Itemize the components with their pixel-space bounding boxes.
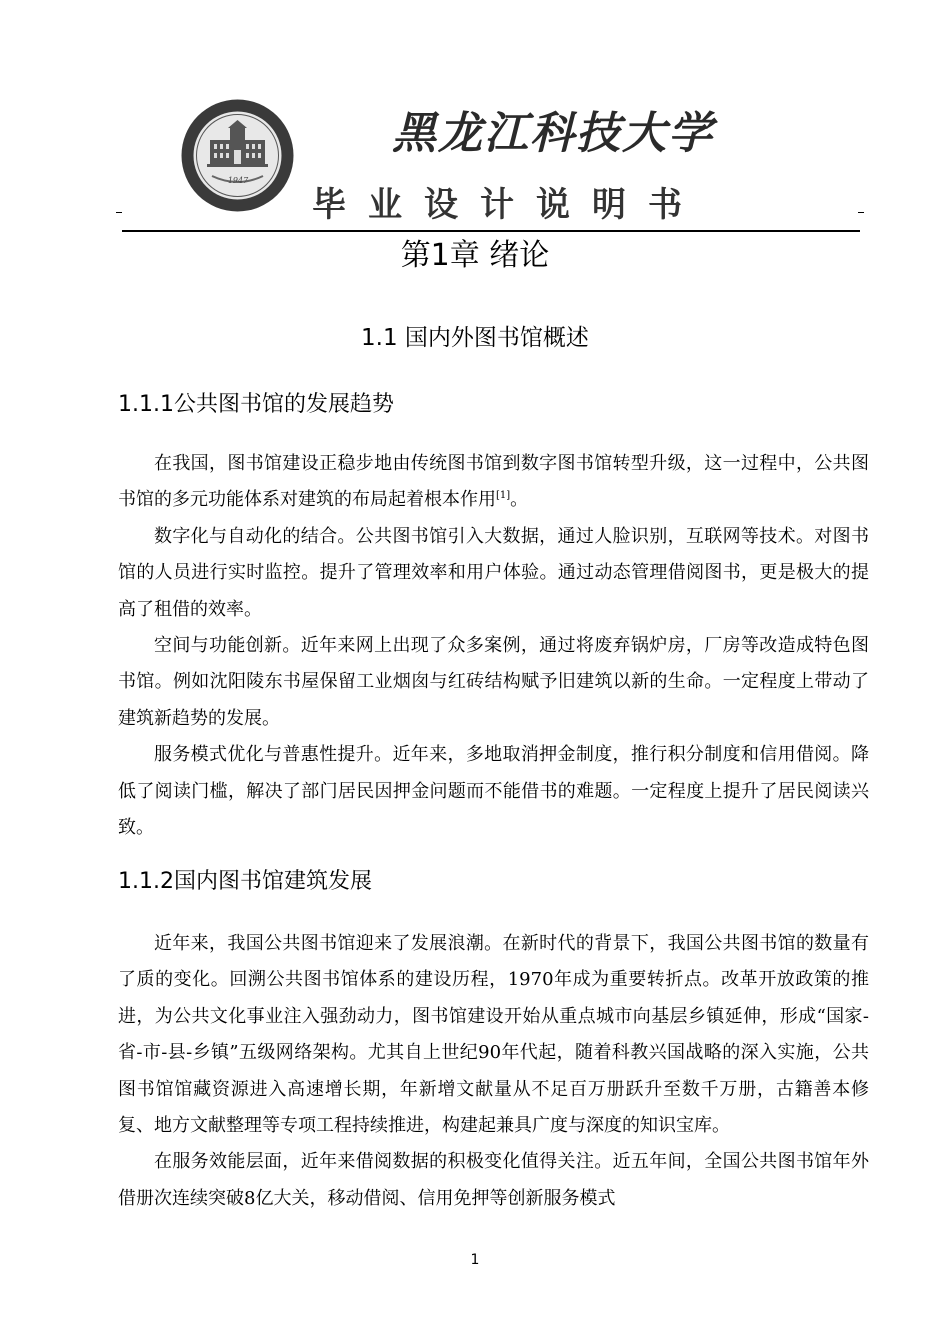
paragraph: 近年来，我国公共图书馆迎来了发展浪潮。在新时代的背景下，我国公共图书馆的数量有了质的变化。回溯公共图书馆体系的建设历程，1970年成为重要转折点。改革开放政策的推进，为公共文化事业注入强劲动力，图书馆建设开始从重点城市向基层乡镇延伸，形成“国家-省-市-县-乡镇”五级网络架构。尤其自上世纪90年代起，随着科教兴国战略的深入实施，公共图书馆馆藏资源进入高速增长期，年新增文献量从不足百万册跃升至数千万册，古籍善本修复、地方文献整理等专项工程持续推进，构建起兼具广度与深度的知识宝库。 — [118, 933, 869, 1137]
subsection-2-body — [118, 926, 869, 1217]
university-name: 黑龙江科技大学 — [392, 108, 714, 159]
subsection-title-1: 1.1.1公共图书馆的发展趋势 — [118, 392, 394, 417]
university-seal-icon — [180, 98, 295, 213]
paragraph: 数字化与自动化的结合。公共图书馆引入大数据，通过人脸识别，互联网等技术。对图书馆的人员进行实时监控。提升了管理效率和用户体验。通过动态管理借阅图书，更是极大的提高了租借的效率。 — [118, 525, 869, 620]
paragraph: 在服务效能层面，近年来借阅数据的积极变化值得关注。近五年间，全国公共图书馆年外借册次连续突破8亿大关，移动借阅、信用免押等创新服务模式 — [118, 1151, 869, 1209]
paragraph: 服务模式优化与普惠性提升。近年来，多地取消押金制度，推行积分制度和信用借阅。降低了阅读门槛，解决了部门居民因押金问题而不能借书的难题。一定程度上提升了居民阅读兴致。 — [118, 744, 869, 839]
header-rule — [122, 230, 860, 232]
document-type-title: 毕业设计说明书 — [312, 185, 704, 225]
header-mark-left — [116, 212, 122, 213]
header-mark-right — [858, 212, 864, 213]
paragraph: 在我国，图书馆建设正稳步地由传统图书馆到数字图书馆转型升级，这一过程中，公共图书馆的多元功能体系对建筑的布局起着根本作用[1]。 — [118, 453, 869, 511]
page-number: 1 — [470, 1252, 480, 1268]
subsection-title-2: 1.1.2国内图书馆建筑发展 — [118, 869, 372, 894]
subsection-1-body — [118, 446, 869, 846]
seal-year: 1947 — [227, 176, 249, 185]
section-title: 1.1 国内外图书馆概述 — [361, 325, 589, 351]
chapter-title: 第1章 绪论 — [400, 238, 550, 273]
citation-ref[interactable]: [1] — [496, 490, 511, 502]
paragraph: 空间与功能创新。近年来网上出现了众多案例，通过将废弃锅炉房，厂房等改造成特色图书馆。例如沈阳陵东书屋保留工业烟囱与红砖结构赋予旧建筑以新的生命。一定程度上带动了建筑新趋势的发展。 — [118, 635, 869, 729]
